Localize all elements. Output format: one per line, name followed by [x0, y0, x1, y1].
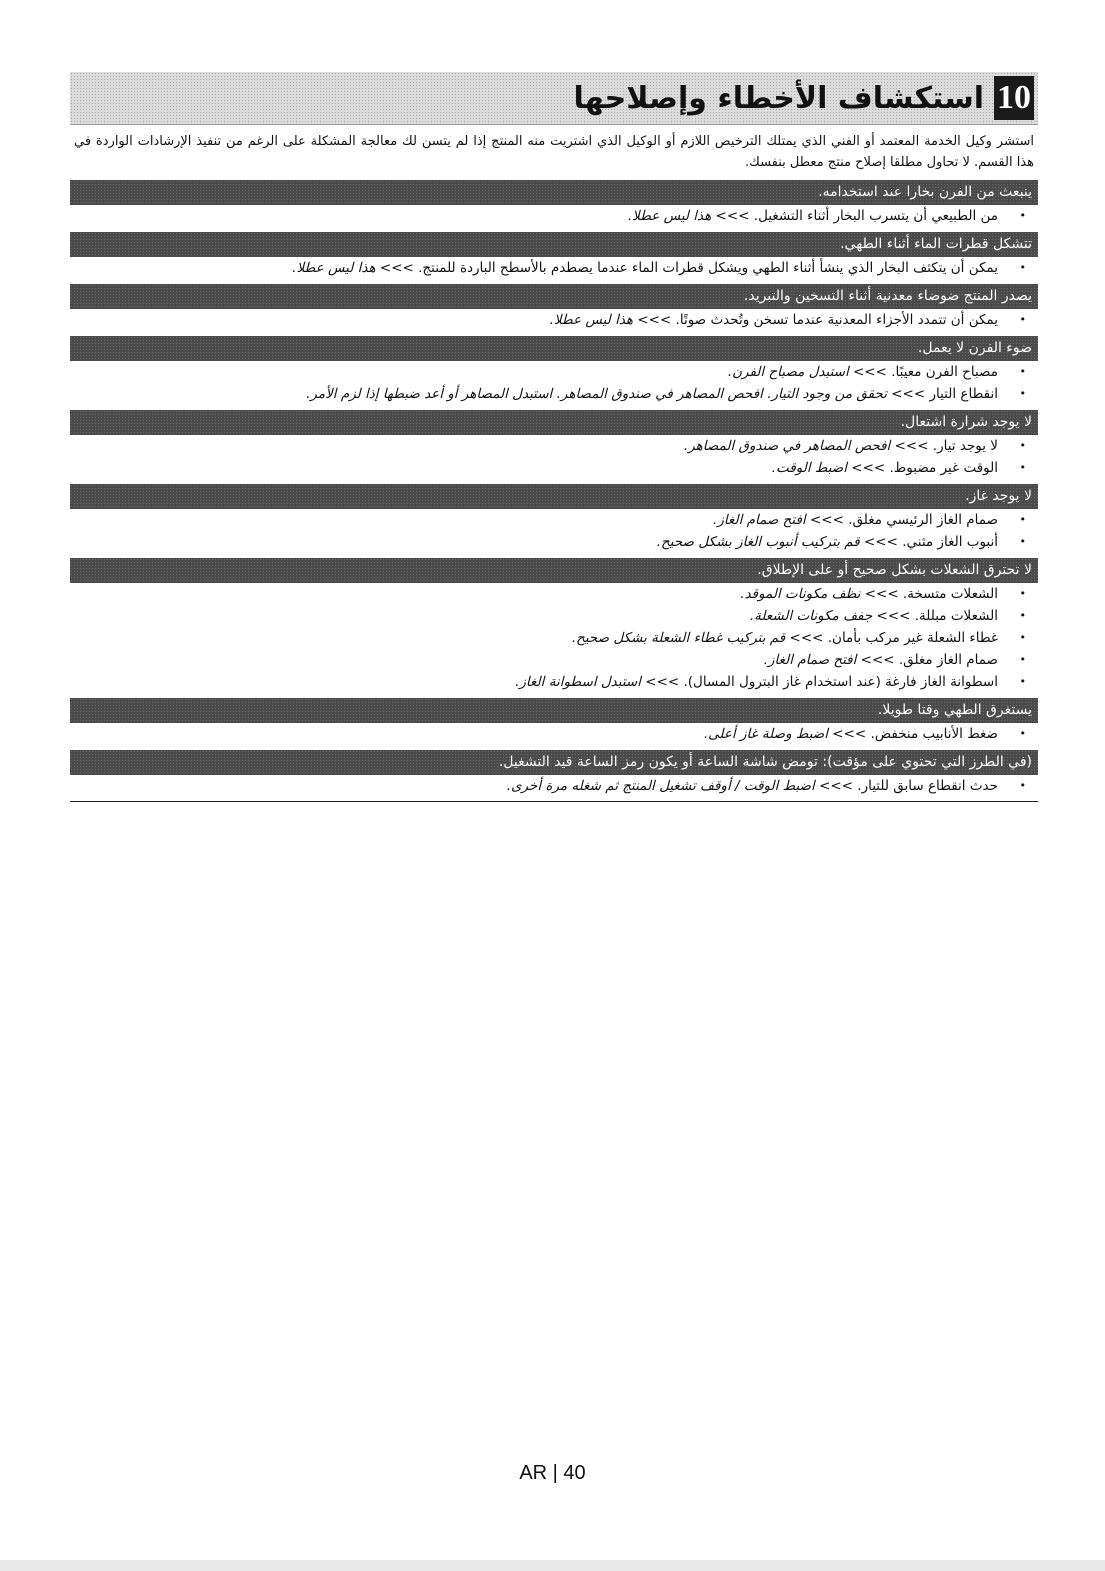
- section-items: [70, 205, 1038, 229]
- section-header: لا يوجد غاز.: [70, 484, 1038, 509]
- section-header: تتشكل قطرات الماء أثناء الطهي.: [70, 232, 1038, 257]
- bullet-icon: •: [1019, 439, 1026, 452]
- list-item: [70, 775, 1038, 797]
- list-item: [70, 457, 1038, 479]
- bullet-icon: •: [1019, 779, 1026, 792]
- item-cause: اسطوانة الغاز فارغة (عند استخدام غاز البترول المسال). >>>: [640, 674, 998, 690]
- item-remedy: هذا ليس عطلا.: [292, 260, 376, 276]
- section-items: [70, 509, 1038, 555]
- item-cause: أنبوب الغاز مثني. >>>: [859, 534, 998, 550]
- list-item: [70, 435, 1038, 457]
- item-cause: الوقت غير مضبوط. >>>: [847, 460, 998, 476]
- section-header: يستغرق الطهي وقتا طويلا.: [70, 698, 1038, 723]
- intro-paragraph: استشر وكيل الخدمة المعتمد أو الفني الذي يمتلك الترخيص اللازم أو الوكيل الذي اشتريت منه المنتج إذا لم يتسن لك معالجة المشكلة على الرغم من تنفيذ الإرشادات الواردة في هذا القسم. لا تحاول مطلقا إصلاح منتج معطل بنفسك.: [74, 134, 1034, 170]
- chapter-number: 10: [994, 76, 1034, 120]
- list-item: [70, 205, 1038, 227]
- section-header: ضوء الفرن لا يعمل.: [70, 336, 1038, 361]
- section-header: يصدر المنتج ضوضاء معدنية أثناء التسخين والتبريد.: [70, 284, 1038, 309]
- chapter-title: استكشاف الأخطاء وإصلاحها: [573, 80, 984, 116]
- section-items: [70, 583, 1038, 695]
- bottom-divider: [70, 801, 1038, 802]
- item-remedy: افتح صمام الغاز.: [713, 512, 806, 528]
- bullet-icon: •: [1019, 535, 1026, 548]
- bullet-icon: •: [1019, 513, 1026, 526]
- item-cause: مصباح الفرن معيبًا. >>>: [848, 364, 998, 380]
- item-cause: ضغط الأنابيب منخفض. >>>: [828, 726, 998, 742]
- bullet-icon: •: [1019, 261, 1026, 274]
- item-cause: حدث انقطاع سابق للتيار. >>>: [814, 778, 998, 794]
- list-item: [70, 723, 1038, 745]
- item-remedy: اضبط الوقت / أوقف تشغيل المنتج ثم شغله مرة أخرى.: [506, 778, 815, 794]
- bullet-icon: •: [1019, 365, 1026, 378]
- section-items: [70, 435, 1038, 481]
- bottom-band: [0, 1560, 1105, 1571]
- item-remedy: هذا ليس عطلا.: [627, 208, 712, 224]
- item-remedy: استبدل مصباح الفرن.: [727, 364, 849, 380]
- item-remedy: افتح صمام الغاز.: [763, 652, 857, 668]
- item-cause: الشعلات متسخة. >>>: [860, 586, 998, 602]
- item-remedy: تحقق من وجود التيار. افحص المصاهر في صندوق المصاهر. استبدل المصاهر أو أعد ضبطها إذا لزم الأمر.: [306, 386, 887, 402]
- item-remedy: نظف مكونات الموقد.: [740, 586, 861, 602]
- item-remedy: قم بتركيب أنبوب الغاز بشكل صحيح.: [656, 534, 860, 550]
- list-item: [70, 649, 1038, 671]
- troubleshooting-content: [70, 72, 1038, 802]
- item-cause: يمكن أن تتمدد الأجزاء المعدنية عندما تسخن وتُحدث صوتًا. >>>: [633, 312, 998, 328]
- list-item: [70, 627, 1038, 649]
- list-item: [70, 605, 1038, 627]
- item-remedy: هذا ليس عطلا.: [549, 312, 634, 328]
- bullet-icon: •: [1019, 461, 1026, 474]
- item-remedy: اضبط الوقت.: [771, 460, 847, 476]
- section-items: [70, 361, 1038, 407]
- item-remedy: استبدل اسطوانة الغاز.: [515, 674, 641, 690]
- item-cause: انقطاع التيار >>>: [886, 386, 998, 402]
- item-cause: صمام الغاز الرئيسي مغلق. >>>: [805, 512, 998, 528]
- bullet-icon: •: [1019, 609, 1026, 622]
- section-header: لا تحترق الشعلات بشكل صحيح أو على الإطلاق.: [70, 558, 1038, 583]
- bullet-icon: •: [1019, 727, 1026, 740]
- item-remedy: افحص المصاهر في صندوق المصاهر.: [683, 438, 891, 454]
- list-item: [70, 257, 1038, 279]
- section-items: [70, 257, 1038, 281]
- troubleshooting-sections: [70, 180, 1038, 799]
- bullet-icon: •: [1019, 387, 1026, 400]
- bullet-icon: •: [1019, 209, 1026, 222]
- chapter-title-bar: [70, 72, 1038, 125]
- section-header: ينبعث من الفرن بخارا عند استخدامه.: [70, 180, 1038, 205]
- section-header: (في الطرز التي تحتوي على مؤقت): تومض شاشة الساعة أو يكون رمز الساعة قيد التشغيل.: [70, 750, 1038, 775]
- list-item: [70, 509, 1038, 531]
- item-remedy: اضبط وصلة غاز أعلى.: [703, 726, 829, 742]
- list-item: [70, 671, 1038, 693]
- bullet-icon: •: [1019, 313, 1026, 326]
- item-cause: لا يوجد تيار. >>>: [890, 438, 998, 454]
- bullet-icon: •: [1019, 587, 1026, 600]
- item-cause: يمكن أن يتكثف البخار الذي ينشأ أثناء الطهي ويشكل قطرات الماء عندما يصطدم بالأسطح الباردة للمنتج. >>>: [375, 260, 998, 276]
- list-item: [70, 583, 1038, 605]
- section-items: [70, 309, 1038, 333]
- list-item: [70, 361, 1038, 383]
- page-number: AR | 40: [519, 1462, 586, 1484]
- item-remedy: جفف مكونات الشعلة.: [749, 608, 873, 624]
- item-cause: غطاء الشعلة غير مركب بأمان. >>>: [785, 630, 998, 646]
- item-remedy: قم بتركيب غطاء الشعلة بشكل صحيح.: [571, 630, 786, 646]
- list-item: [70, 309, 1038, 331]
- bullet-icon: •: [1019, 675, 1026, 688]
- bullet-icon: •: [1019, 653, 1026, 666]
- list-item: [70, 383, 1038, 405]
- section-header: لا يوجد شرارة اشتعال.: [70, 410, 1038, 435]
- section-items: [70, 723, 1038, 747]
- item-cause: الشعلات مبللة. >>>: [872, 608, 998, 624]
- section-items: [70, 775, 1038, 799]
- list-item: [70, 531, 1038, 553]
- bullet-icon: •: [1019, 631, 1026, 644]
- item-cause: صمام الغاز مغلق. >>>: [856, 652, 998, 668]
- item-cause: من الطبيعي أن يتسرب البخار أثناء التشغيل. >>>: [711, 208, 998, 224]
